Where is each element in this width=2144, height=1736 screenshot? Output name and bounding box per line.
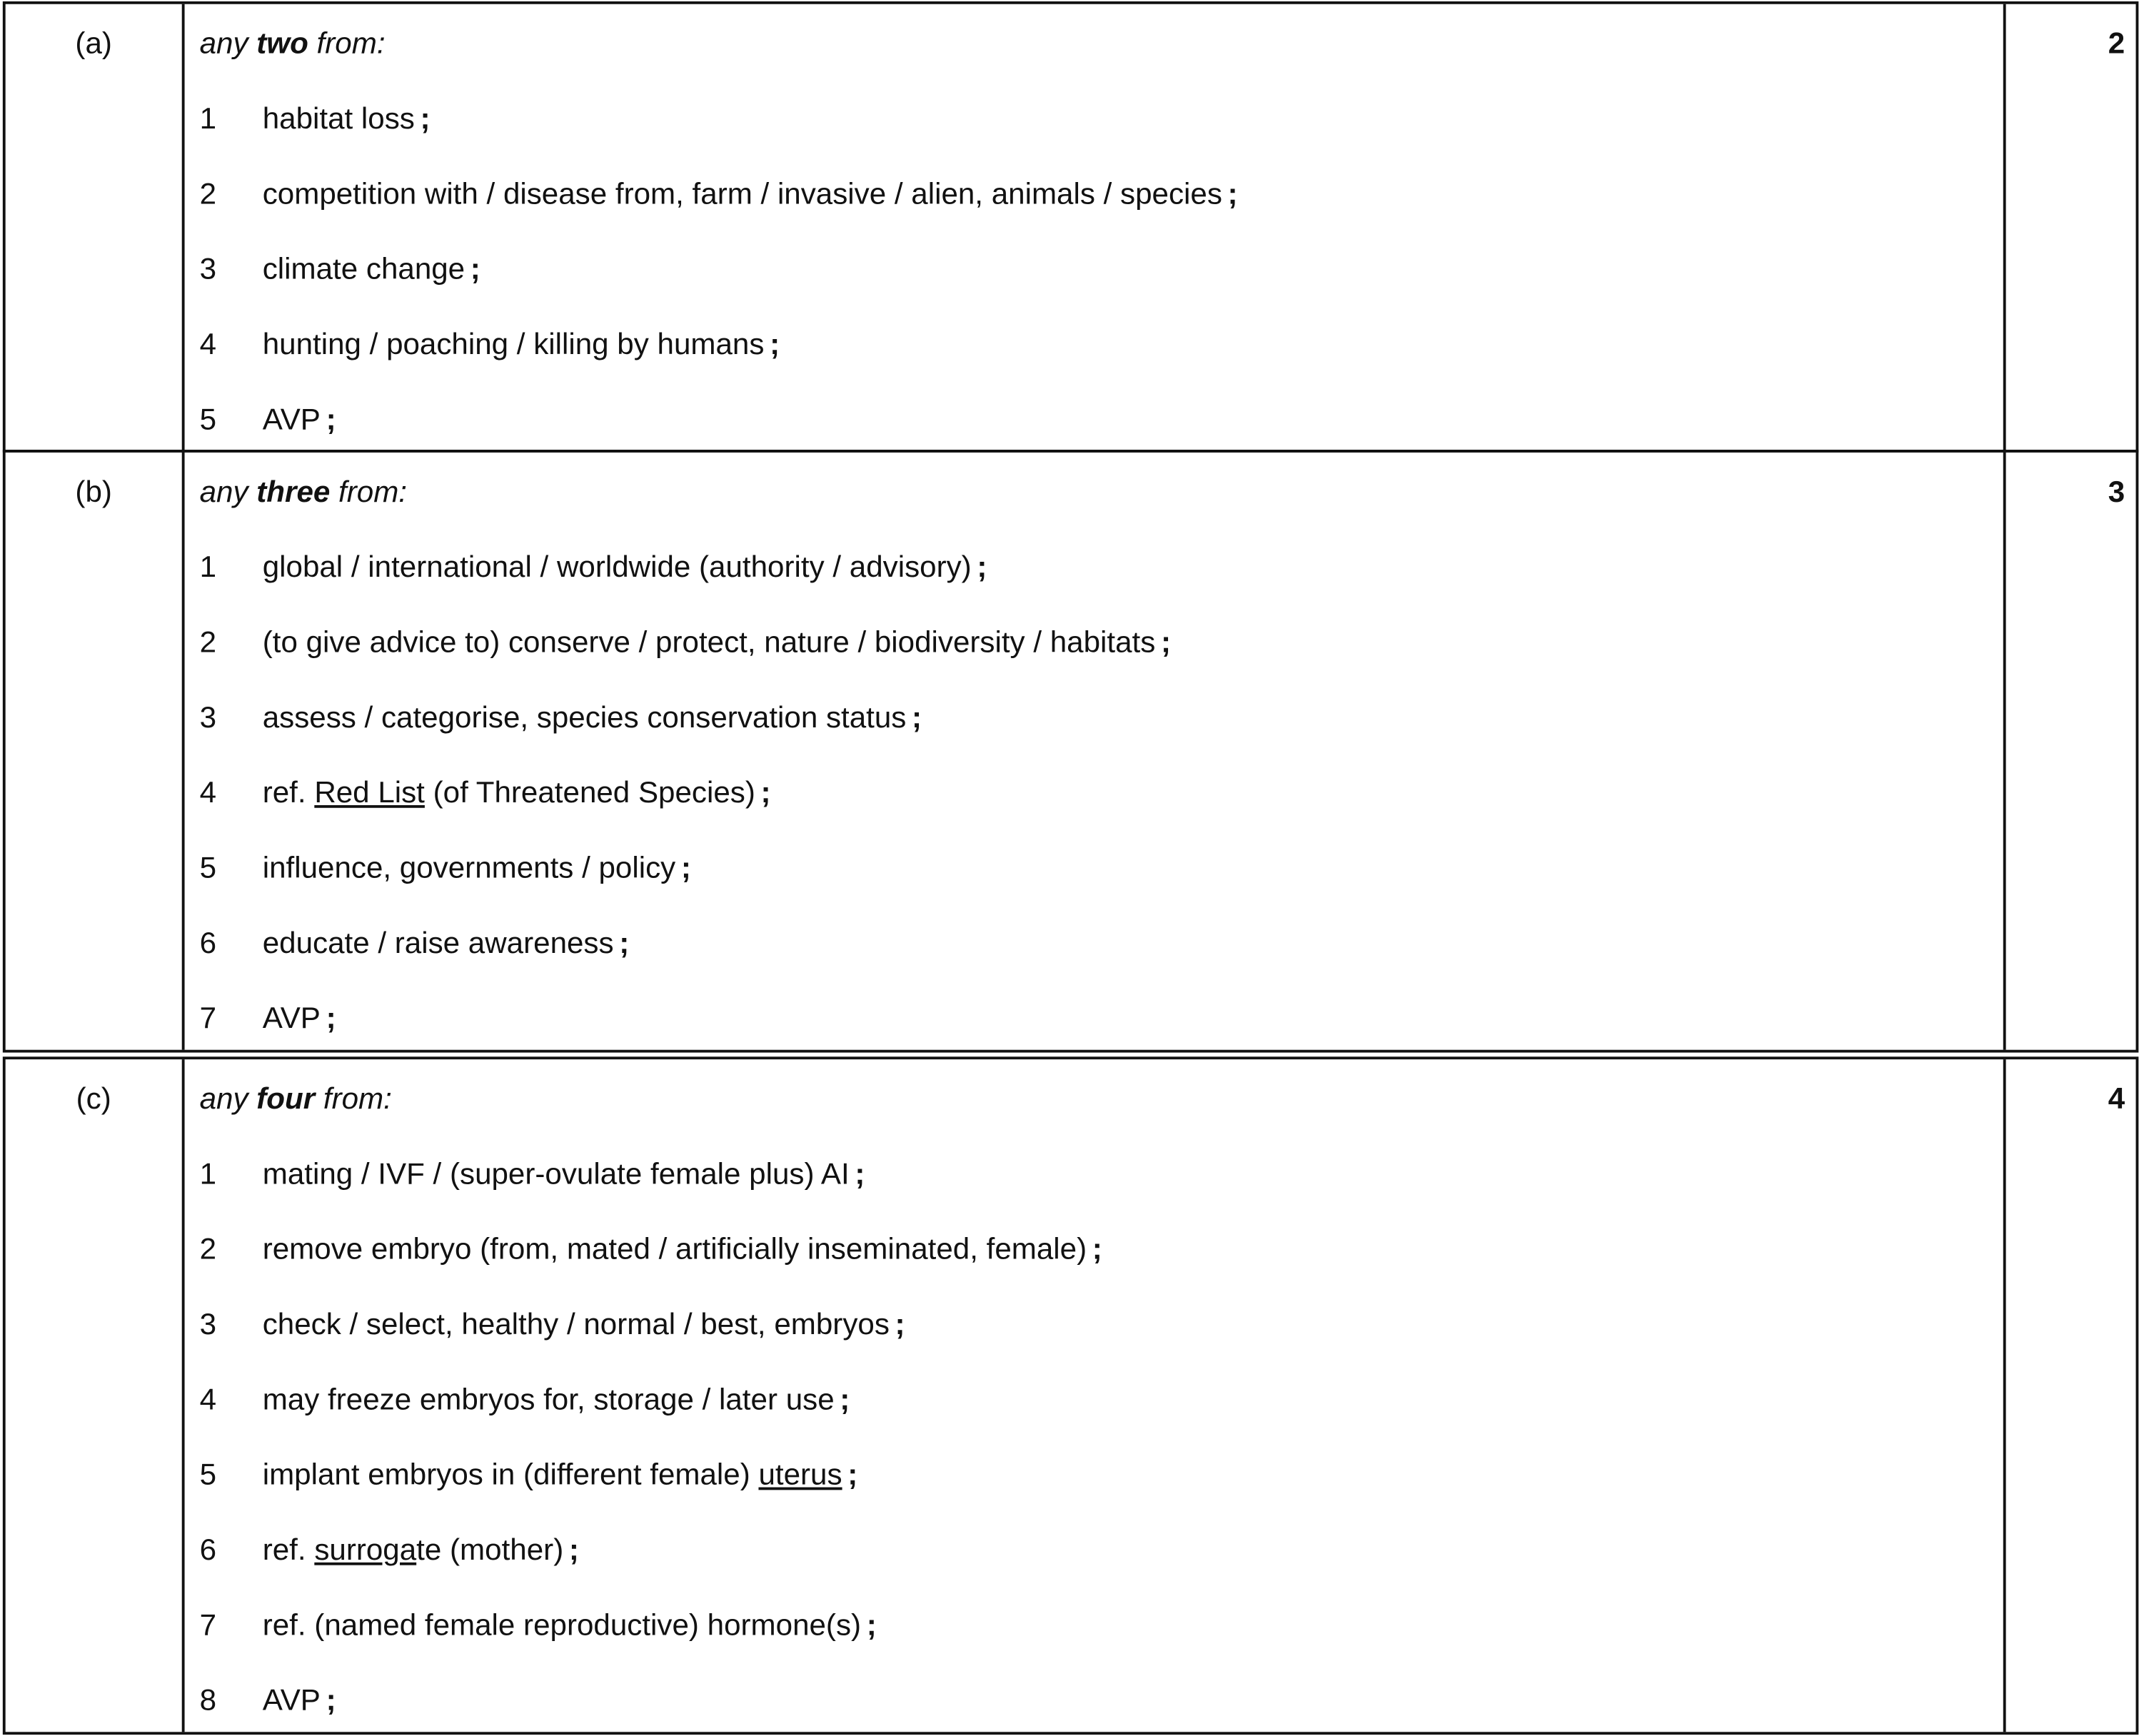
marks-value: 3 bbox=[2108, 474, 2125, 509]
answer-point: 4 may freeze embryos for, storage / later use ; bbox=[199, 1382, 850, 1416]
column-divider bbox=[2003, 453, 2006, 1050]
answer-point: 4 hunting / poaching / killing by humans ; bbox=[199, 326, 780, 361]
answer-point: 5 AVP ; bbox=[199, 402, 336, 436]
answer-point: 2 (to give advice to) conserve / protect, nature / biodiversity / habitats ; bbox=[199, 625, 1172, 660]
answer-point: 1 habitat loss ; bbox=[199, 101, 431, 136]
answer-intro: any two from: bbox=[199, 26, 386, 61]
column-divider bbox=[182, 1059, 185, 1732]
answer-point: 3 climate change ; bbox=[199, 251, 480, 286]
answer-point: 3 assess / categorise, species conservation status ; bbox=[199, 700, 922, 735]
underlined-term: surroga bbox=[314, 1532, 417, 1567]
answer-point: 4 ref. Red List (of Threatened Species) ; bbox=[199, 774, 771, 809]
answer-point: 3 check / select, healthy / normal / best, embryos ; bbox=[199, 1306, 905, 1341]
answer-point: 2 remove embryo (from, mated / artificially inseminated, female) ; bbox=[199, 1231, 1102, 1266]
answer-intro: any three from: bbox=[199, 474, 408, 509]
marks-value: 2 bbox=[2108, 26, 2125, 61]
answer-point: 7 AVP ; bbox=[199, 1000, 336, 1035]
column-divider bbox=[182, 453, 185, 1050]
underlined-term: uterus bbox=[758, 1457, 842, 1492]
section-b-table bbox=[3, 450, 2139, 1053]
marks-value: 4 bbox=[2108, 1081, 2125, 1116]
answer-intro: any four from: bbox=[199, 1081, 392, 1116]
answer-point: 7 ref. (named female reproductive) hormone(s) ; bbox=[199, 1608, 877, 1642]
underlined-term: Red List bbox=[314, 774, 425, 809]
answer-point: 1 mating / IVF / (super-ovulate female plus) AI ; bbox=[199, 1156, 865, 1191]
answer-point: 2 competition with / disease from, farm / invasive / alien, animals / species ; bbox=[199, 176, 1238, 211]
part-label: (a) bbox=[75, 26, 112, 61]
answer-point: 5 implant embryos in (different female) uterus ; bbox=[199, 1457, 858, 1492]
part-label: (c) bbox=[76, 1081, 111, 1116]
answer-point: 5 influence, governments / policy ; bbox=[199, 850, 691, 885]
column-divider bbox=[182, 4, 185, 450]
column-divider bbox=[2003, 4, 2006, 450]
answer-point: 6 ref. surrogate (mother) ; bbox=[199, 1532, 579, 1567]
answer-point: 6 educate / raise awareness ; bbox=[199, 925, 630, 960]
section-a-table bbox=[3, 1, 2139, 453]
section-c-table bbox=[3, 1056, 2139, 1735]
part-label: (b) bbox=[75, 474, 112, 509]
answer-point: 1 global / international / worldwide (authority / advisory) ; bbox=[199, 549, 987, 584]
column-divider bbox=[2003, 1059, 2006, 1732]
answer-point: 8 AVP ; bbox=[199, 1682, 336, 1717]
